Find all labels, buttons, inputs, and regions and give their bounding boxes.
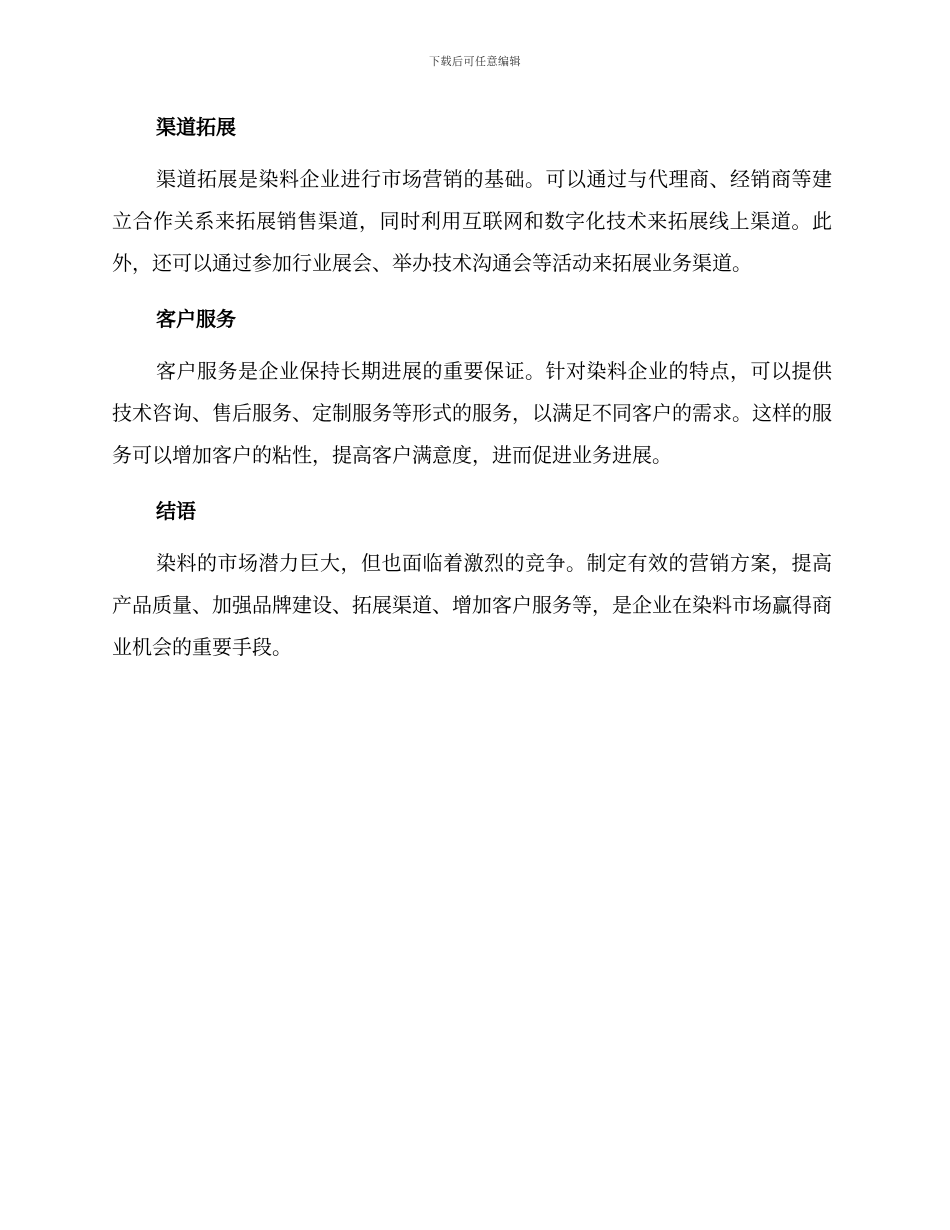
section-conclusion xyxy=(112,492,832,668)
section-title: 客户服务 xyxy=(156,307,236,331)
section-title: 渠道拓展 xyxy=(156,115,236,139)
page-header: 下载后可任意编辑 xyxy=(429,55,521,68)
section-channel-expansion xyxy=(112,108,832,284)
section-paragraph: 渠道拓展是染料企业进行市场营销的基础。可以通过与代理商、经销商等建立合作关系来拓展销售渠道，同时利用互联网和数字化技术来拓展线上渠道。此外，还可以通过参加行业展会、举办技术沟通会等活动来拓展业务渠道。 xyxy=(112,167,832,275)
section-paragraph: 客户服务是企业保持长期进展的重要保证。针对染料企业的特点，可以提供技术咨询、售后服务、定制服务等形式的服务，以满足不同客户的需求。这样的服务可以增加客户的粘性，提高客户满意度，进而促进业务进展。 xyxy=(112,359,832,467)
section-customer-service xyxy=(112,300,832,476)
section-title: 结语 xyxy=(156,499,196,523)
section-paragraph: 染料的市场潜力巨大，但也面临着激烈的竞争。制定有效的营销方案，提高产品质量、加强品牌建设、拓展渠道、增加客户服务等，是企业在染料市场赢得商业机会的重要手段。 xyxy=(112,551,832,659)
document-body xyxy=(112,108,832,684)
